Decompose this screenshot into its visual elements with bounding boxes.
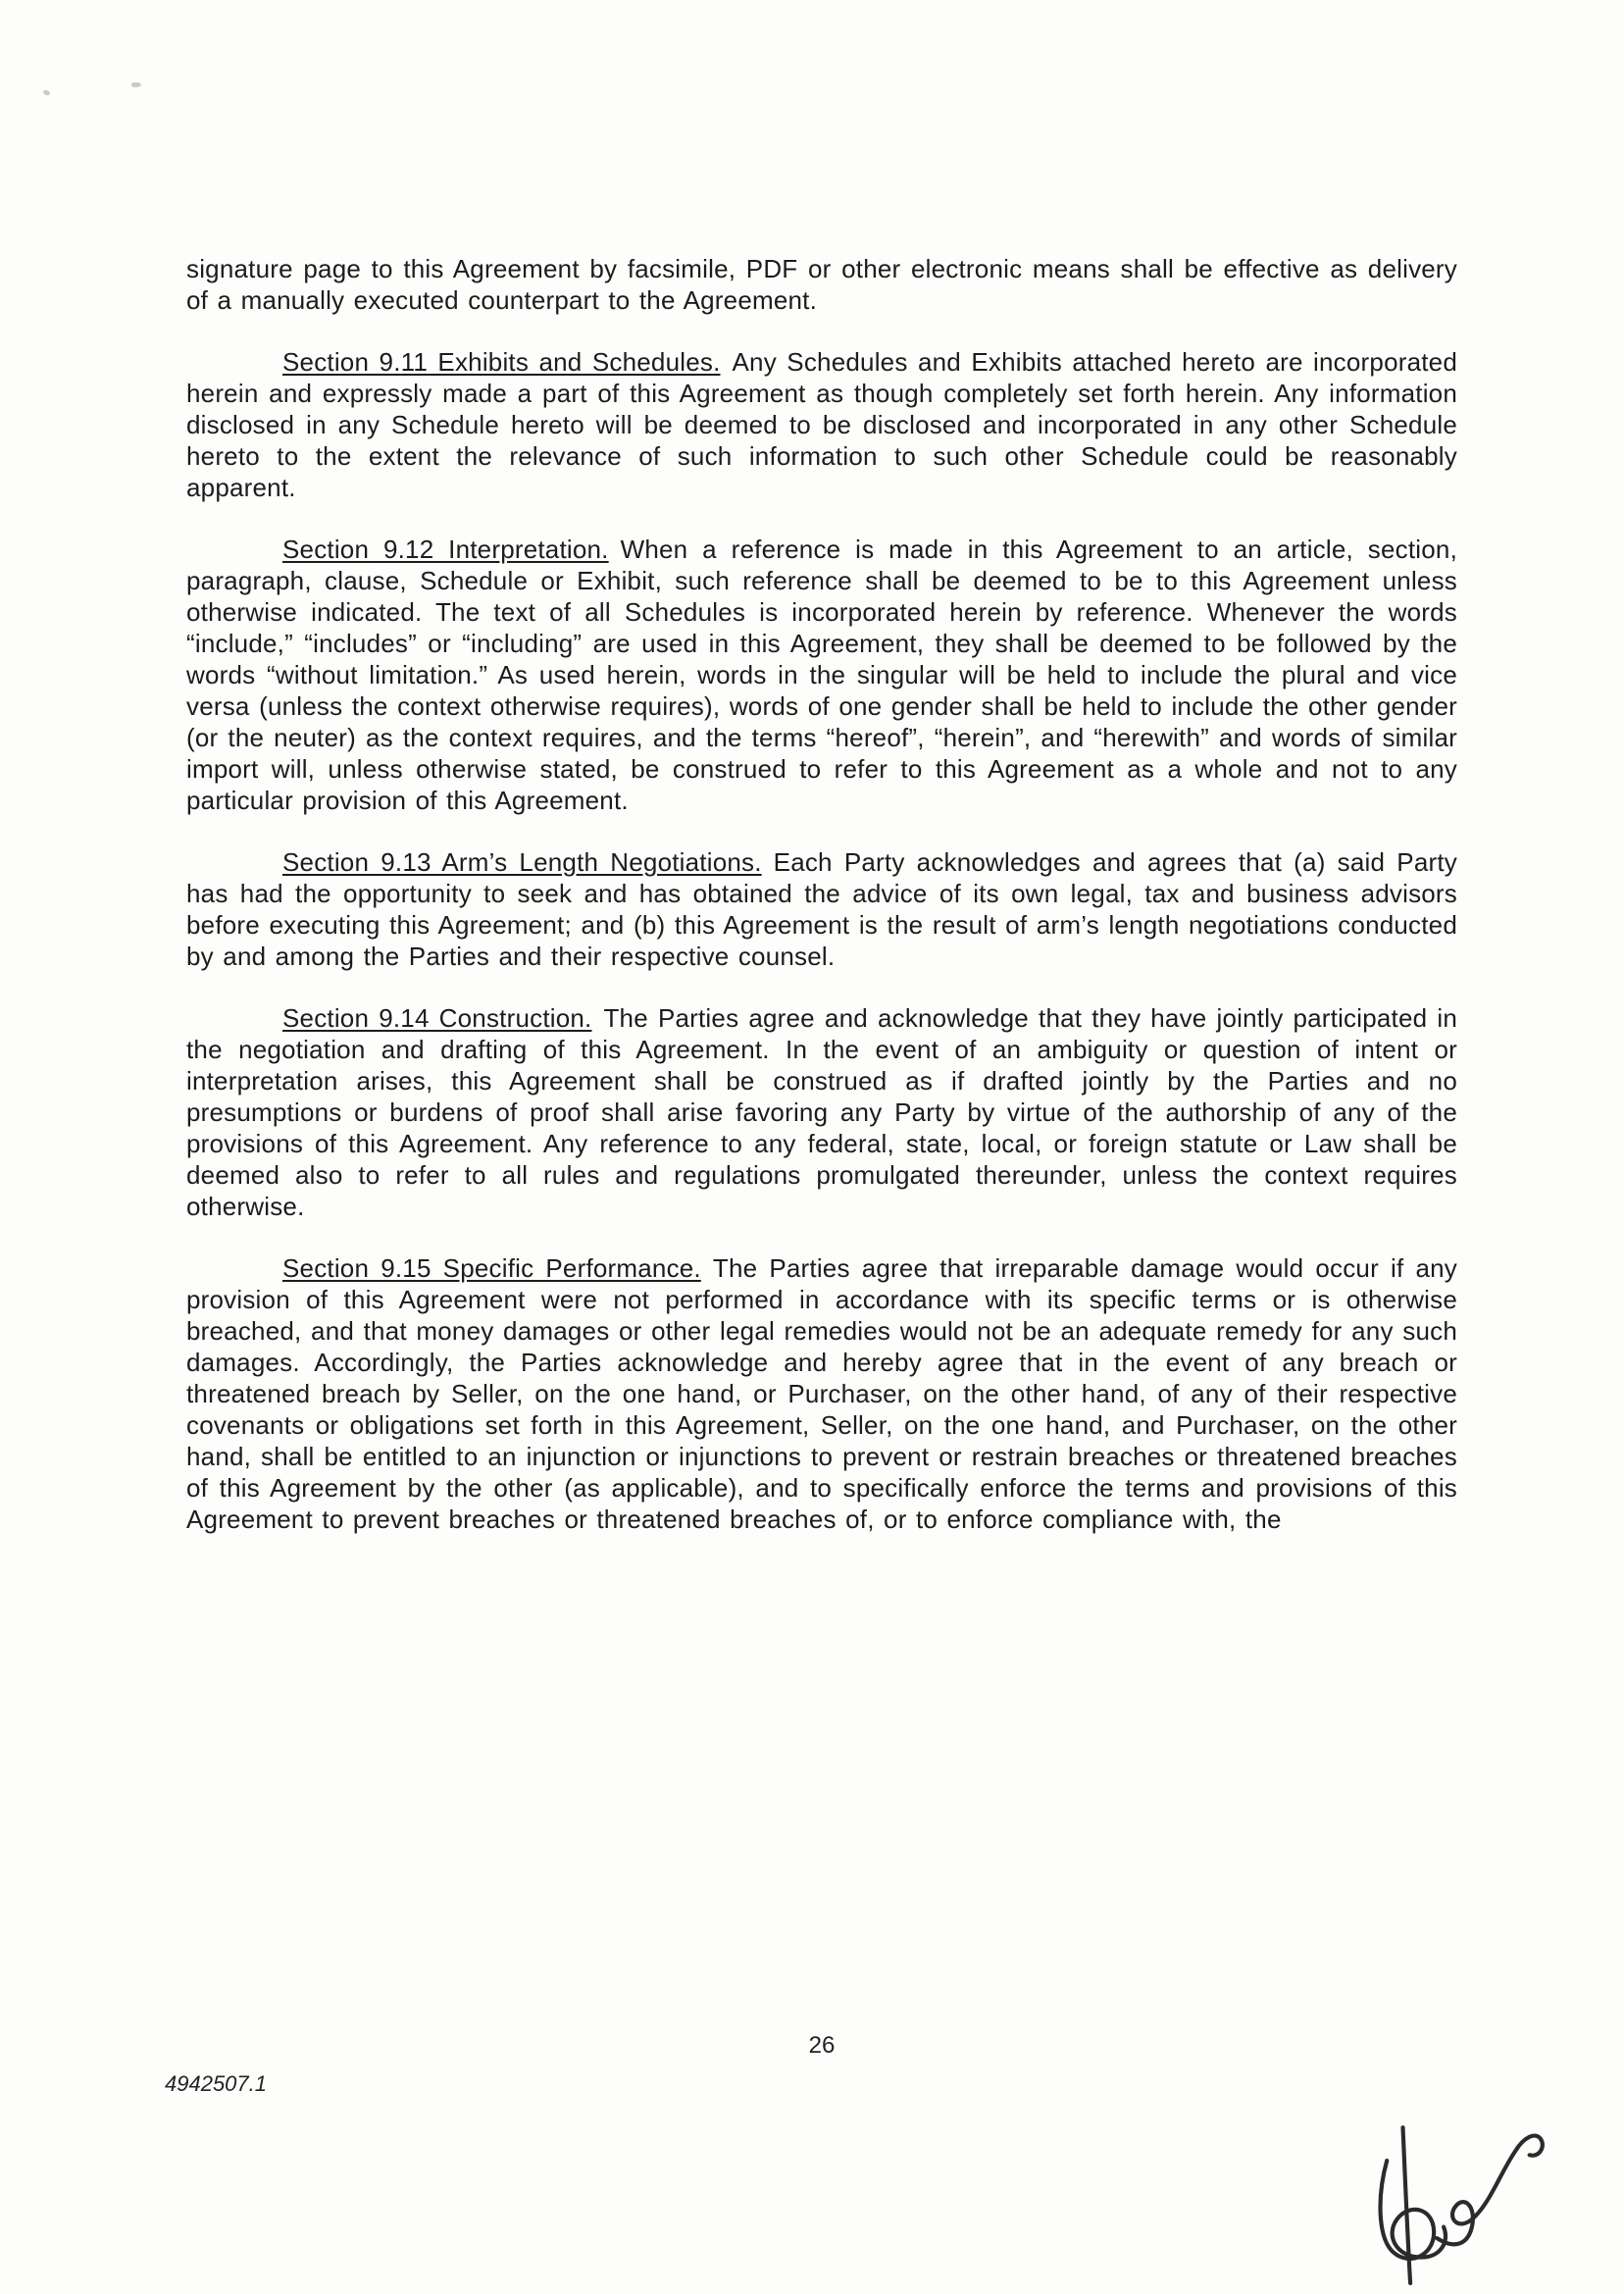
section-9-14-heading: Section 9.14 Construction. [282, 1003, 592, 1033]
scan-speck-icon [131, 82, 141, 87]
section-9-15-paragraph [186, 1252, 1457, 1535]
document-control-number: 4942507.1 [165, 2071, 267, 2096]
paragraph-continuation: signature page to this Agreement by facsimile, PDF or other electronic means shall be effective as delivery of a manually executed counterpart to the Agreement. [186, 254, 1457, 315]
section-9-11-paragraph [186, 346, 1457, 503]
section-9-14-paragraph [186, 1002, 1457, 1222]
section-9-13-body: Each Party acknowledges and agrees that (a) said Party has had the opportunity to seek and has obtained the advice of its own legal, tax and business advisors before executing this Agreement; and (b) this Agreement is the result of arm’s length negotiations conducted by and among the Parties and their respective counsel. [186, 847, 1457, 971]
section-9-12-paragraph [186, 534, 1457, 816]
section-9-15-body: The Parties agree that irreparable damage would occur if any provision of this Agreement were not performed in accordance with its specific terms or is otherwise breached, and that money damages or other legal remedies would not be an adequate remedy for any such damages. Accordingly, the Parties acknowledge and hereby agree that in the event of any breach or threatened breach by Seller, on the one hand, or Purchaser, on the other hand, of any of their respective covenants or obligations set forth in this Agreement, Seller, on the one hand, and Purchaser, on the other hand, shall be entitled to an injunction or injunctions to prevent or restrain breaches or threatened breaches of this Agreement by the other (as applicable), and to specifically enforce the terms and provisions of this Agreement to prevent breaches or threatened breaches of, or to enforce compliance with, the [186, 1253, 1457, 1534]
section-9-12-body: When a reference is made in this Agreement to an article, section, paragraph, clause, Schedule or Exhibit, such reference shall be deemed to be to this Agreement unless otherwise indicated. The text of all Schedules is incorporated herein by reference. Whenever the words “include,” “includes” or “including” are used in this Agreement, they shall be deemed to be followed by the words “without limitation.” As used herein, words in the singular will be held to include the plural and vice versa (unless the context otherwise requires), words of one gender shall be held to include the other gender (or the neuter) as the context requires, and the terms “hereof”, “herein”, and “herewith” and words of similar import will, unless otherwise stated, be construed to refer to this Agreement as a whole and not to any particular provision of this Agreement. [186, 535, 1457, 815]
section-9-14-body: The Parties agree and acknowledge that they have jointly participated in the negotiation and drafting of this Agreement. In the event of an ambiguity or question of intent or interpretation arises, this Agreement shall be construed as if drafted jointly by the Parties and no presumptions or burdens of proof shall arise favoring any Party by virtue of the authorship of any of the provisions of this Agreement. Any reference to any federal, state, local, or foreign statute or Law shall be deemed also to refer to all rules and regulations promulgated thereunder, unless the context requires otherwise. [186, 1003, 1458, 1221]
section-9-13-paragraph [186, 846, 1457, 972]
page-number: 26 [808, 2032, 836, 2059]
handwritten-signature-icon [1322, 2093, 1590, 2294]
section-9-11-body: Any Schedules and Exhibits attached hereto are incorporated herein and expressly made a part of this Agreement as though completely set forth herein. Any information disclosed in any Schedule hereto will be deemed to be disclosed and incorporated in any other Schedule hereto to the extent the relevance of such information to such other Schedule could be reasonably apparent. [186, 347, 1457, 502]
section-9-13-heading: Section 9.13 Arm’s Length Negotiations. [282, 847, 762, 877]
section-9-12-heading: Section 9.12 Interpretation. [282, 535, 609, 564]
scan-speck-icon [42, 89, 50, 96]
document-body [186, 253, 1457, 1565]
section-9-15-heading: Section 9.15 Specific Performance. [282, 1253, 701, 1283]
section-9-11-heading: Section 9.11 Exhibits and Schedules. [282, 347, 721, 377]
